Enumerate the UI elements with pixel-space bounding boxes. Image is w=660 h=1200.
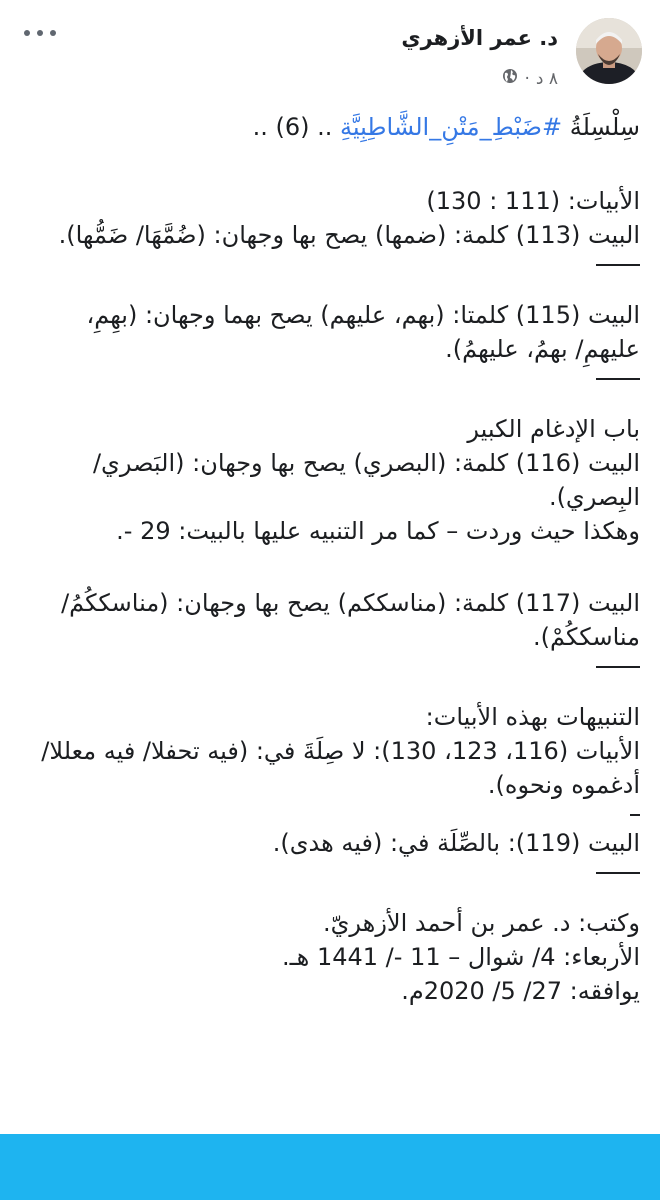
title-suffix: .. (6) ..: [252, 113, 341, 141]
profile-photo: [576, 18, 642, 84]
notes-heading: التنبيهات بهذه الأبيات:: [425, 703, 640, 731]
verse-117: البيت (117) كلمة: (مناسككم) يصح بها وجهان: (مناسككُمُ/ مناسككُمْ).: [61, 589, 640, 651]
more-options-icon[interactable]: [22, 22, 62, 46]
notes-verse-119: البيت (119): بالصِّلَة في: (فيه هدى).: [272, 829, 640, 857]
separator-line: [18, 802, 640, 826]
verse-116: البيت (116) كلمة: (البصري) يصح بها وجهان: (البَصري/ البِصري).: [92, 449, 640, 511]
separator-line: [18, 860, 640, 884]
globe-icon: [502, 68, 518, 89]
author-name[interactable]: د. عمر الأزهري: [401, 26, 558, 50]
post-meta: [502, 68, 558, 89]
separator-line: [18, 654, 640, 678]
hashtag-link[interactable]: #ضَبْطِ_مَتْنِ_الشَّاطِبِيَّةِ: [340, 113, 563, 141]
separator-line: [18, 252, 640, 276]
post-header: [0, 12, 660, 92]
verse-115: البيت (115) كلمتا: (بهم، عليهم) يصح بهما وجهان: (بهِمِ، عليهمِ/ بهمُ، عليهمُ).: [86, 301, 640, 363]
signature-date-gregorian: يوافقه: 27/ 5/ 2020م.: [401, 977, 640, 1005]
separator-line: [18, 366, 640, 390]
signature-author: وكتب: د. عمر بن أحمد الأزهريّ.: [323, 909, 640, 937]
verse-116-note: وهكذا حيث وردت – كما مر التنبيه عليها بالبيت: 29 -.: [116, 517, 640, 545]
notes-verses: الأبيات (116، 123، 130): لا صِلَةَ في: (فيه تحفلا/ فيه معللا/ أدغموه ونحوه).: [41, 737, 640, 799]
post-title: [18, 110, 640, 144]
signature-date-hijri: الأربعاء: 4/ شوال – 11 -/ 1441 هـ.: [282, 943, 640, 971]
meta-separator: ·: [524, 68, 530, 89]
bottom-bar: [0, 1134, 660, 1200]
post-time[interactable]: ٨ د: [535, 68, 558, 89]
verse-113: البيت (113) كلمة: (ضمها) يصح بها وجهان: (ضُمَّهَا/ ضَمُّها).: [58, 221, 640, 249]
chapter-heading: باب الإدغام الكبير: [467, 415, 640, 443]
avatar[interactable]: [576, 18, 642, 84]
title-prefix: سِلْسِلَةُ: [562, 113, 640, 141]
post-body: [18, 110, 640, 1008]
verses-range: الأبيات: (111 : 130): [426, 187, 640, 215]
